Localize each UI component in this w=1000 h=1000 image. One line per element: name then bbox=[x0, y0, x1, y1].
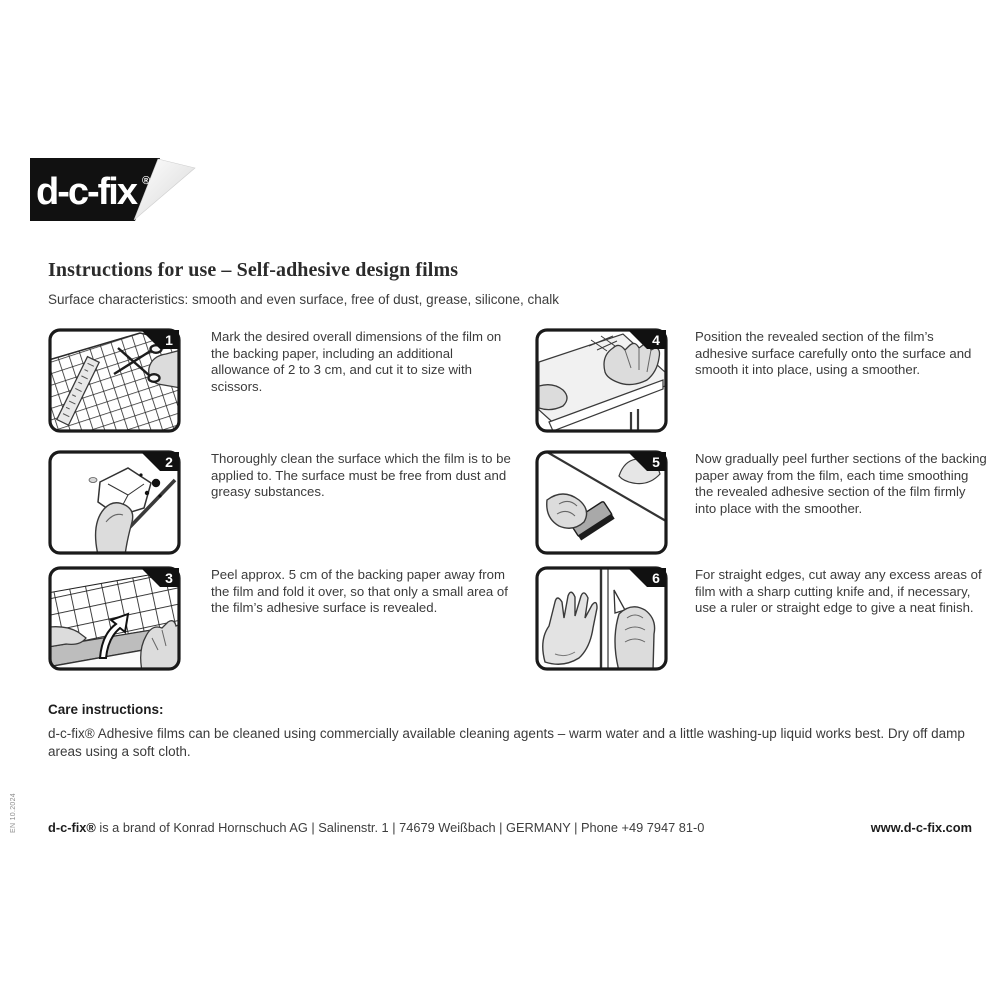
step-4 bbox=[535, 328, 988, 450]
step-number: 6 bbox=[652, 570, 660, 586]
footer-company-line: is a brand of Konrad Hornschuch AG | Salinenstr. 1 | 74679 Weißbach | GERMANY | Phone +49 7947 81-0 bbox=[95, 820, 705, 835]
step-3 bbox=[48, 566, 535, 684]
step-text: For straight edges, cut away any excess areas of film with a sharp cutting knife and, if necessary, use a ruler or straight edge to give a neat finish. bbox=[695, 567, 982, 616]
position-film-on-surface-illustration bbox=[535, 328, 668, 433]
logo-registered-mark: ® bbox=[142, 175, 151, 187]
surface-characteristics-note: Surface characteristics: smooth and even surface, free of dust, grease, silicone, chalk bbox=[48, 292, 560, 307]
care-instructions-body: d-c-fix® Adhesive films can be cleaned using commercially available cleaning agents – warm water and a little washing-up liquid works best. Dry off damp areas using a soft cloth. bbox=[48, 726, 965, 760]
step-number-badge bbox=[628, 568, 666, 587]
page-footer bbox=[48, 820, 972, 835]
step-number: 1 bbox=[165, 332, 173, 348]
step-number: 5 bbox=[652, 454, 660, 470]
peel-backing-paper-illustration bbox=[48, 566, 181, 671]
step-number: 2 bbox=[165, 454, 173, 470]
dcfix-folded-corner-logo bbox=[30, 158, 230, 224]
dcfix-logo bbox=[30, 158, 230, 224]
logo-wordmark: d-c-fix bbox=[36, 171, 136, 213]
care-instructions-heading: Care instructions: bbox=[48, 702, 164, 717]
website-url: www.d-c-fix.com bbox=[870, 820, 972, 835]
page-title: Instructions for use – Self-adhesive design films bbox=[48, 259, 459, 282]
step-number: 3 bbox=[165, 570, 173, 586]
step-1 bbox=[48, 328, 535, 450]
instruction-steps-grid bbox=[48, 328, 988, 684]
step-5 bbox=[535, 450, 988, 566]
step-2 bbox=[48, 450, 535, 566]
mark-and-cut-scissors-illustration bbox=[48, 328, 181, 433]
step-text: Now gradually peel further sections of the backing paper away from the film, each time smoothing the revealed adhesive section of the film firmly into place with the smoother. bbox=[695, 451, 987, 516]
step-text: Thoroughly clean the surface which the film is to be applied to. The surface must be free from dust and greasy substances. bbox=[211, 451, 511, 500]
step-number-badge bbox=[141, 452, 179, 471]
trim-with-cutting-knife-illustration bbox=[535, 566, 668, 671]
edition-code-vertical: EN 10.2024 bbox=[10, 793, 17, 833]
company-info bbox=[48, 820, 704, 835]
footer-brand: d-c-fix® bbox=[48, 820, 96, 835]
step-6 bbox=[535, 566, 988, 684]
step-number: 4 bbox=[652, 332, 660, 348]
care-instructions-section bbox=[48, 702, 972, 761]
step-text: Peel approx. 5 cm of the backing paper away from the film and fold it over, so that only a small area of the film’s adhesive surface is revealed. bbox=[211, 567, 508, 616]
smoother-squeegee-illustration bbox=[535, 450, 668, 555]
step-text: Mark the desired overall dimensions of the film on the backing paper, including an additional allowance of 2 to 3 cm, and cut it to size with scissors. bbox=[211, 329, 502, 394]
step-text: Position the revealed section of the film’s adhesive surface carefully onto the surface and smooth it into place, using a smoother. bbox=[695, 329, 972, 378]
clean-surface-cloth-illustration bbox=[48, 450, 181, 555]
